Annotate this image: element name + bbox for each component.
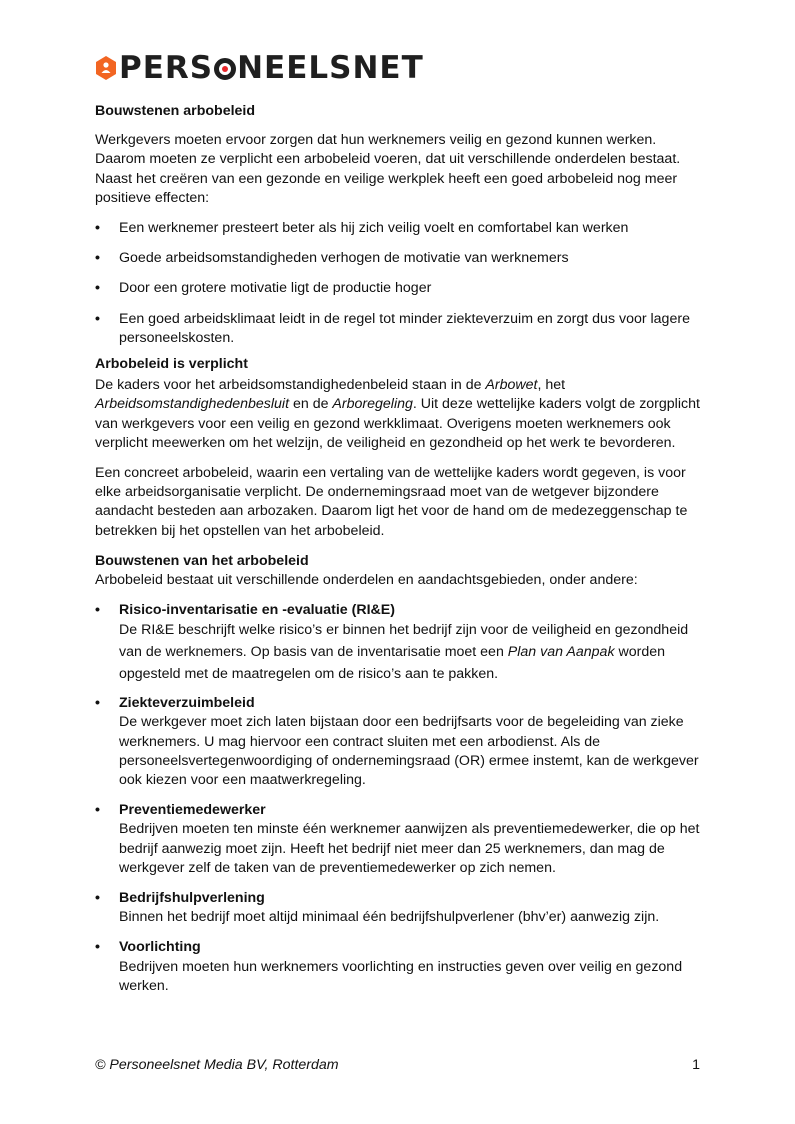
- list-item-voorlichting: [95, 938, 705, 996]
- list-item: • Door een grotere motivatie ligt de productie hoger: [95, 279, 705, 298]
- page-number: 1: [692, 1057, 700, 1073]
- list-item: • Een werknemer presteert beter als hij zich veilig voelt en comfortabel kan werken: [95, 219, 705, 238]
- intro-paragraph: Werkgevers moeten ervoor zorgen dat hun werknemers veilig en gezond kunnen werken. Daarom moeten ze verplicht een arbobeleid voeren, dat uit verschillende onderdelen bestaat. Naast het creëren van een gezonde en veilige werkplek heeft een goed arbobeleid nog meer positieve effecten:: [95, 132, 681, 206]
- personeelsnet-logo: [95, 52, 424, 84]
- document-body: [95, 102, 705, 996]
- onderdelen-intro: Arbobeleid bestaat uit verschillende onderdelen en aandachtsgebieden, onder andere:: [95, 572, 638, 589]
- item-text: Bedrijven moeten hun werknemers voorlichting en instructies geven over veilig en gezond werken.: [119, 958, 683, 994]
- item-title: • Bedrijfshulpverlening: [119, 890, 265, 907]
- list-item-preventiemedewerker: [95, 801, 705, 878]
- list-item-bhv: [95, 889, 705, 927]
- logo-text-before: PERS: [119, 50, 214, 86]
- logo-text-after: NEELSNET: [237, 50, 424, 86]
- item-text: Bedrijven moeten ten minste één werknemer aanwijzen als preventiemedewerker, die op het bedrijf aanwezig moet zijn. Heeft het bedrijf niet meer dan 25 werknemers, dan mag de werkgever zelf de taken van de preventiemedewerker op zich nemen.: [119, 821, 700, 876]
- kaders-paragraph: De kaders voor het arbeidsomstandighedenbeleid staan in de Arbowet, het Arbeidsomstandighedenbesluit en de Arboregeling. Uit deze wettelijke kaders volgt de zorgplicht van werkgevers voor een veilig en gezond werkklimaat. Overigens moeten werknemers ook verplicht meewerken om het welzijn, de veiligheid en gezondheid op het werk te bevorderen.: [95, 377, 700, 451]
- concreet-arbobeleid-paragraph: Een concreet arbobeleid, waarin een vertaling van de wettelijke kaders wordt gegeven, is voor elke arbeidsorganisatie verplicht. De ondernemingsraad moet van de wetgever bijzondere aandacht besteden aan arbozaken. Daarom ligt het voor de hand om de medezeggenschap te betrekken bij het opstellen van het arbobeleid.: [95, 465, 688, 539]
- item-title: • Ziekteverzuimbeleid: [119, 695, 255, 712]
- hexagon-person-icon: [95, 55, 117, 81]
- item-title: • Risico-inventarisatie en -evaluatie (RI&E): [119, 602, 395, 619]
- item-text: Binnen het bedrijf moet altijd minimaal één bedrijfshulpverlener (bhv’er) aanwezig zijn.: [119, 909, 660, 926]
- effects-list: [95, 219, 705, 348]
- logo-wordmark: [119, 52, 424, 84]
- heading-bouwstenen-arbobeleid: Bouwstenen arbobeleid: [95, 103, 256, 119]
- list-item-rie: [95, 601, 705, 685]
- logo-target-o: [214, 58, 236, 80]
- heading-arbobeleid-verplicht: Arbobeleid is verplicht: [95, 356, 248, 373]
- heading-bouwstenen-van-het-arbobeleid: Bouwstenen van het arbobeleid: [95, 552, 309, 569]
- item-title: • Preventiemedewerker: [119, 802, 266, 819]
- building-blocks-list: [95, 601, 705, 996]
- item-text: De werkgever moet zich laten bijstaan door een bedrijfsarts voor de begeleiding van zieke werknemers. U mag hiervoor een contract sluiten met een arbodienst. Als de personeelsvertegenwoordiging of ondernemingsraad (OR) ermee instemt, kan de werkgever ook kiezen voor een maatwerkregeling.: [119, 714, 699, 789]
- item-title: • Voorlichting: [119, 939, 201, 956]
- arbobesluit-term: Arbeidsomstandighedenbesluit: [95, 396, 290, 413]
- footer-copyright: © Personeelsnet Media BV, Rotterdam: [95, 1057, 339, 1073]
- list-item: • Een goed arbeidsklimaat leidt in de regel tot minder ziekteverzuim en zorgt dus voor lagere personeelskosten.: [95, 310, 705, 348]
- arboregeling-term: Arboregeling: [332, 396, 413, 413]
- list-item-ziekteverzuim: [95, 694, 705, 790]
- list-item: • Goede arbeidsomstandigheden verhogen de motivatie van werknemers: [95, 249, 705, 268]
- page-footer: [95, 1056, 700, 1075]
- arbowet-term: Arbowet: [485, 377, 538, 394]
- item-text: De RI&E beschrijft welke risico’s er binnen het bedrijf zijn voor de veiligheid en gezondheid van de werknemers. Op basis van de inventarisatie moet een Plan van Aanpak worden opgesteld met de maatregelen om de risico’s aan te pakken.: [119, 622, 689, 682]
